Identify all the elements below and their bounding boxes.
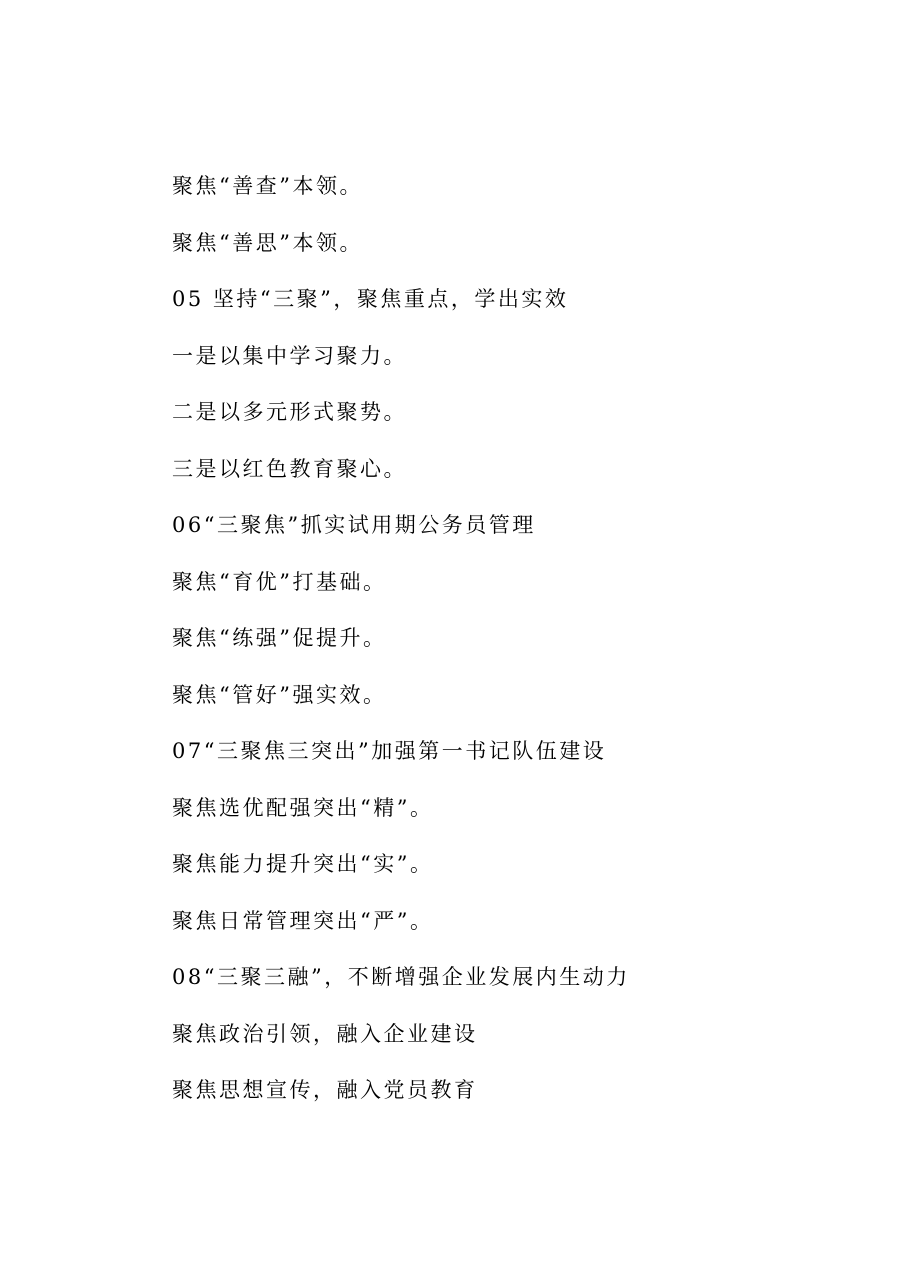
text-line: 聚焦思想宣传，融入党员教育 (172, 1078, 478, 1102)
text-line: 一是以集中学习聚力。 (172, 343, 407, 368)
section-heading-05: 05 坚持“三聚”，聚焦重点，学出实效 (172, 287, 569, 311)
document-body (172, 166, 872, 1127)
text-line: 聚焦“管好”强实效。 (172, 682, 387, 707)
section-heading-06: 06“三聚焦”抓实试用期公务员管理 (172, 513, 536, 537)
text-line: 聚焦“练强”促提升。 (172, 626, 387, 650)
text-line: 聚焦政治引领，融入企业建设 (172, 1021, 478, 1046)
text-line: 三是以红色教育聚心。 (172, 456, 407, 481)
text-line: 聚焦“善查”本领。 (172, 174, 363, 198)
text-line: 聚焦“育优”打基础。 (172, 569, 387, 594)
text-line: 聚焦“善思”本领。 (172, 230, 363, 255)
text-line: 聚焦日常管理突出“严”。 (172, 908, 434, 933)
text-line: 聚焦选优配强突出“精”。 (172, 795, 434, 820)
text-line: 二是以多元形式聚势。 (172, 400, 407, 424)
text-line: 聚焦能力提升突出“实”。 (172, 852, 434, 876)
section-heading-08: 08“三聚三融”，不断增强企业发展内生动力 (172, 965, 630, 989)
section-heading-07: 07“三聚焦三突出”加强第一书记队伍建设 (172, 739, 607, 763)
